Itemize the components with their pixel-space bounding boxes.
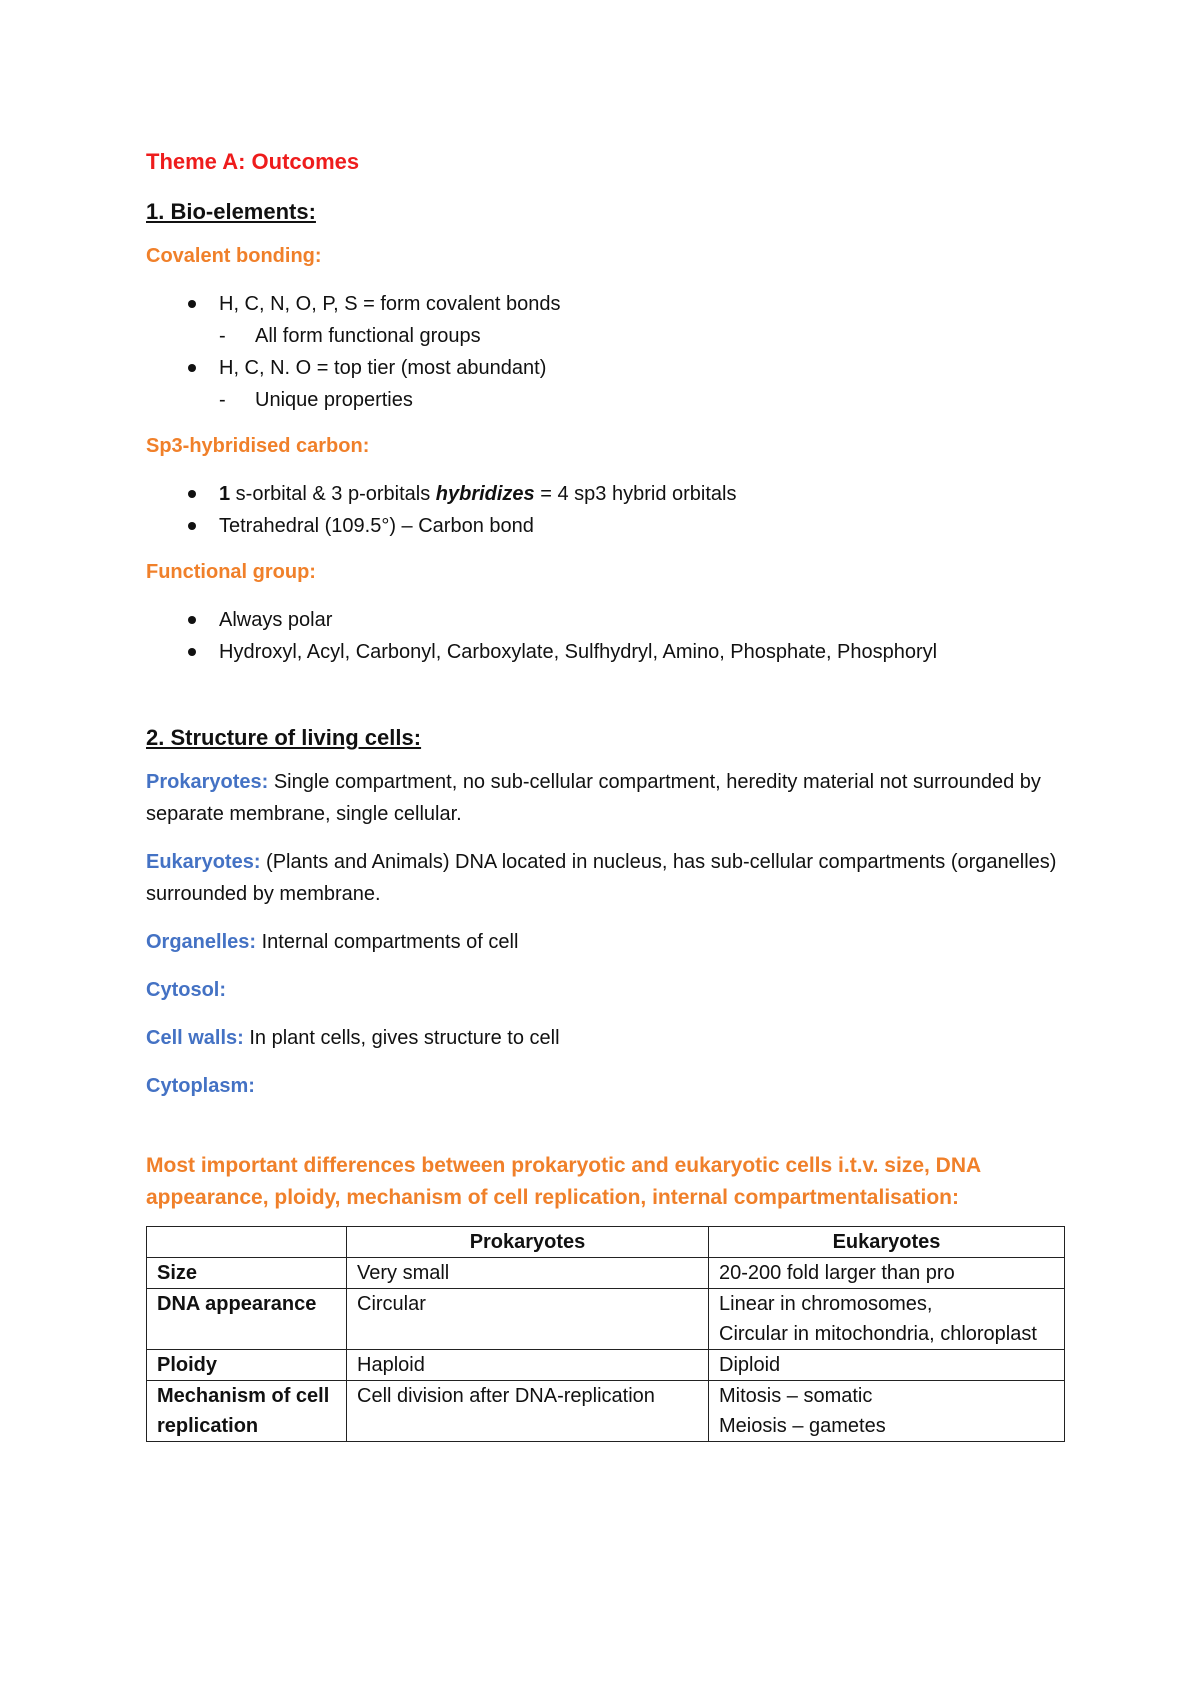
term-label: Cell walls: bbox=[146, 1027, 244, 1049]
emphasis-text: hybridizes bbox=[435, 483, 535, 505]
definition-prokaryotes bbox=[146, 766, 1066, 830]
list-item bbox=[146, 352, 1066, 416]
table-cell: Circular bbox=[347, 1289, 709, 1350]
table-row bbox=[147, 1350, 1065, 1381]
table-cell: 20-200 fold larger than pro bbox=[709, 1258, 1065, 1289]
term-label: Eukaryotes: bbox=[146, 851, 261, 873]
row-label: Ploidy bbox=[147, 1350, 347, 1381]
row-label: DNA appearance bbox=[147, 1289, 347, 1350]
definition-eukaryotes bbox=[146, 846, 1066, 910]
sub-list-item: - Unique properties bbox=[219, 384, 1066, 416]
definition-cytosol bbox=[146, 974, 1066, 1006]
bullet-text: H, C, N, O, P, S = form covalent bonds bbox=[219, 293, 561, 315]
subheading-sp3-carbon: Sp3-hybridised carbon: bbox=[146, 435, 370, 457]
term-label: Cytoplasm: bbox=[146, 1075, 255, 1097]
table-cell: Cell division after DNA-replication bbox=[347, 1381, 709, 1442]
section-heading-living-cells: 2. Structure of living cells: bbox=[146, 725, 422, 750]
comparison-table bbox=[146, 1226, 1065, 1442]
table-row bbox=[147, 1258, 1065, 1289]
list-item: Always polar bbox=[146, 604, 1066, 636]
table-cell: Diploid bbox=[709, 1350, 1065, 1381]
table-cell: Very small bbox=[347, 1258, 709, 1289]
table-cell: Linear in chromosomes, Circular in mitochondria, chloroplast bbox=[709, 1289, 1065, 1350]
list-item bbox=[146, 478, 1066, 510]
header-cell-empty bbox=[147, 1227, 347, 1258]
definition-cell-walls bbox=[146, 1022, 1066, 1054]
header-cell-prokaryotes: Prokaryotes bbox=[347, 1227, 709, 1258]
bold-number: 1 bbox=[219, 483, 231, 505]
definition-text: (Plants and Animals) DNA located in nucleus, has sub-cellular compartments (organelles) surrounded by membrane. bbox=[146, 851, 1057, 905]
table-cell: Mitosis – somatic Meiosis – gametes bbox=[709, 1381, 1065, 1442]
functional-bullet-list bbox=[146, 604, 1066, 668]
table-header-row bbox=[147, 1227, 1065, 1258]
subheading-functional-group: Functional group: bbox=[146, 561, 316, 583]
term-label: Organelles: bbox=[146, 931, 257, 953]
subheading-covalent-bonding: Covalent bonding: bbox=[146, 245, 322, 267]
list-item: Hydroxyl, Acyl, Carbonyl, Carboxylate, Sulfhydryl, Amino, Phosphate, Phosphoryl bbox=[146, 636, 1066, 668]
term-label: Prokaryotes: bbox=[146, 771, 269, 793]
table-row bbox=[147, 1289, 1065, 1350]
sub-list bbox=[219, 320, 1066, 352]
definition-text: Single compartment, no sub-cellular compartment, heredity material not surrounded by separate membrane, single cellular. bbox=[146, 771, 1041, 825]
document-body bbox=[146, 146, 1066, 1442]
definition-text: In plant cells, gives structure to cell bbox=[243, 1027, 560, 1049]
covalent-bullet-list bbox=[146, 288, 1066, 416]
differences-heading: Most important differences between prokaryotic and eukaryotic cells i.t.v. size, DNA appearance, ploidy, mechanism of cell replication, internal compartmentalisation: bbox=[146, 1154, 981, 1209]
sub-list-item: - All form functional groups bbox=[219, 320, 1066, 352]
sub-list bbox=[219, 384, 1066, 416]
header-cell-eukaryotes: Eukaryotes bbox=[709, 1227, 1065, 1258]
list-item: Tetrahedral (109.5°) – Carbon bond bbox=[146, 510, 1066, 542]
bullet-text: = 4 sp3 hybrid orbitals bbox=[534, 483, 737, 505]
list-item bbox=[146, 288, 1066, 352]
definition-text: Internal compartments of cell bbox=[256, 931, 519, 953]
term-label: Cytosol: bbox=[146, 979, 226, 1001]
bullet-text: s-orbital & 3 p-orbitals bbox=[230, 483, 436, 505]
section-heading-bio-elements: 1. Bio-elements: bbox=[146, 199, 316, 224]
page-title: Theme A: Outcomes bbox=[146, 149, 360, 174]
row-label: Mechanism of cell replication bbox=[147, 1381, 347, 1442]
definition-cytoplasm bbox=[146, 1070, 1066, 1102]
table-row bbox=[147, 1381, 1065, 1442]
definition-organelles bbox=[146, 926, 1066, 958]
sp3-bullet-list bbox=[146, 478, 1066, 542]
table-cell: Haploid bbox=[347, 1350, 709, 1381]
row-label: Size bbox=[147, 1258, 347, 1289]
bullet-text: H, C, N. O = top tier (most abundant) bbox=[219, 357, 547, 379]
